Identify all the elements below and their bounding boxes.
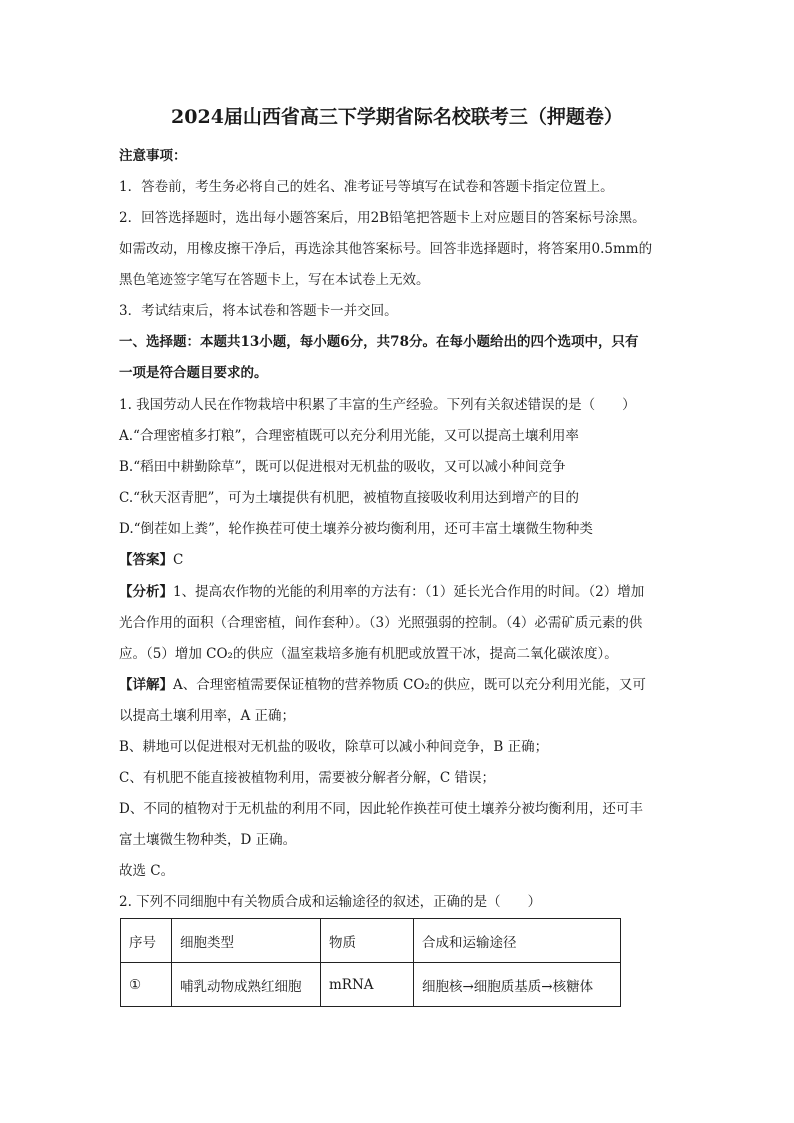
q1-detail-line-3: B、耕地可以促进根对无机盐的吸收，除草可以减小种间竞争，B 正确； <box>119 739 549 755</box>
notice-heading: 注意事项： <box>119 148 187 164</box>
answer-tag: 【答案】 <box>119 552 173 568</box>
exam-title: 2024届山西省高三下学期省际名校联考三（押题卷） <box>171 106 623 128</box>
analysis-text: 1、提高农作物的光能的利用率的方法有：（1）延长光合作用的时间。（2）增加 <box>173 584 645 600</box>
section-heading-line-1: 一、选择题：本题共13小题，每小题6分，共78分。在每小题给出的四个选项中，只有 <box>119 334 639 350</box>
q1-stem: 1. 我国劳动人民在作物栽培中积累了丰富的生产经验。下列有关叙述错误的是（ ） <box>119 397 636 413</box>
table-cell: mRNA <box>321 963 414 1007</box>
table-row <box>121 963 621 1007</box>
table-header-cell: 物质 <box>321 919 414 963</box>
q1-detail-line-2: 以提高土壤利用率，A 正确； <box>119 708 296 724</box>
notice-item-2-cont-2: 黑色笔迹签字笔写在答题卡上，写在本试卷上无效。 <box>119 272 430 288</box>
table-cell: 哺乳动物成熟红细胞 <box>172 963 321 1007</box>
table-cell: ① <box>121 963 172 1007</box>
notice-item-1: 1．答卷前，考生务必将自己的姓名、准考证号等填写在试卷和答题卡指定位置上。 <box>119 179 614 195</box>
detail-text: A、合理密植需要保证植物的营养物质 CO₂的供应，既可以充分利用光能，又可 <box>173 677 646 693</box>
analysis-tag: 【分析】 <box>119 584 173 600</box>
q2-stem: 2. 下列不同细胞中有关物质合成和运输途径的叙述，正确的是（ ） <box>119 894 542 910</box>
q1-option-a: A.“合理密植多打粮”，合理密植既可以充分利用光能，又可以提高土壤利用率 <box>119 428 579 444</box>
table-header-cell: 合成和运输途径 <box>414 919 621 963</box>
q1-analysis-line-2: 光合作用的面积（合理密植，间作套种）。（3）光照强弱的控制。（4）必需矿质元素的供 <box>119 615 643 631</box>
q2-table <box>120 918 621 1007</box>
table-header-row <box>121 919 621 963</box>
section-heading-line-2: 一项是符合题目要求的。 <box>119 365 268 381</box>
table-cell: 细胞核→细胞质基质→核糖体 <box>414 963 621 1007</box>
answer-value: C <box>173 552 184 568</box>
notice-item-2: 2．回答选择题时，选出每小题答案后，用2B铅笔把答题卡上对应题目的答案标号涂黑。 <box>119 210 646 226</box>
q1-detail-line-6: 富土壤微生物种类，D 正确。 <box>119 832 297 848</box>
notice-item-3: 3．考试结束后，将本试卷和答题卡一并交回。 <box>119 303 398 319</box>
q1-analysis-line-3: 应。（5）增加 CO₂的供应（温室栽培多施有机肥或放置干冰，提高二氧化碳浓度）。 <box>119 646 618 662</box>
q1-option-c: C.“秋天沤青肥”，可为土壤提供有机肥，被植物直接吸收利用达到增产的目的 <box>119 490 579 506</box>
q1-detail-line-1 <box>119 675 646 695</box>
q1-analysis-line-1 <box>119 582 644 602</box>
q1-detail-line-5: D、不同的植物对于无机盐的利用不同，因此轮作换茬可使土壤养分被均衡利用，还可丰 <box>119 801 643 817</box>
q1-option-d: D.“倒茬如上粪”，轮作换茬可使土壤养分被均衡利用，还可丰富土壤微生物种类 <box>119 521 593 537</box>
q1-answer-line <box>119 550 183 570</box>
notice-item-2-cont-1: 如需改动，用橡皮擦干净后，再选涂其他答案标号。回答非选择题时，将答案用0.5mm的 <box>119 241 653 257</box>
table-header-cell: 细胞类型 <box>172 919 321 963</box>
q1-detail-line-4: C、有机肥不能直接被植物利用，需要被分解者分解，C 错误； <box>119 770 495 786</box>
detail-tag: 【详解】 <box>119 677 173 693</box>
q1-option-b: B.“稻田中耕勤除草”，既可以促进根对无机盐的吸收，又可以减小种间竞争 <box>119 459 566 475</box>
table-header-cell: 序号 <box>121 919 172 963</box>
q1-conclusion: 故选 C。 <box>119 863 175 879</box>
